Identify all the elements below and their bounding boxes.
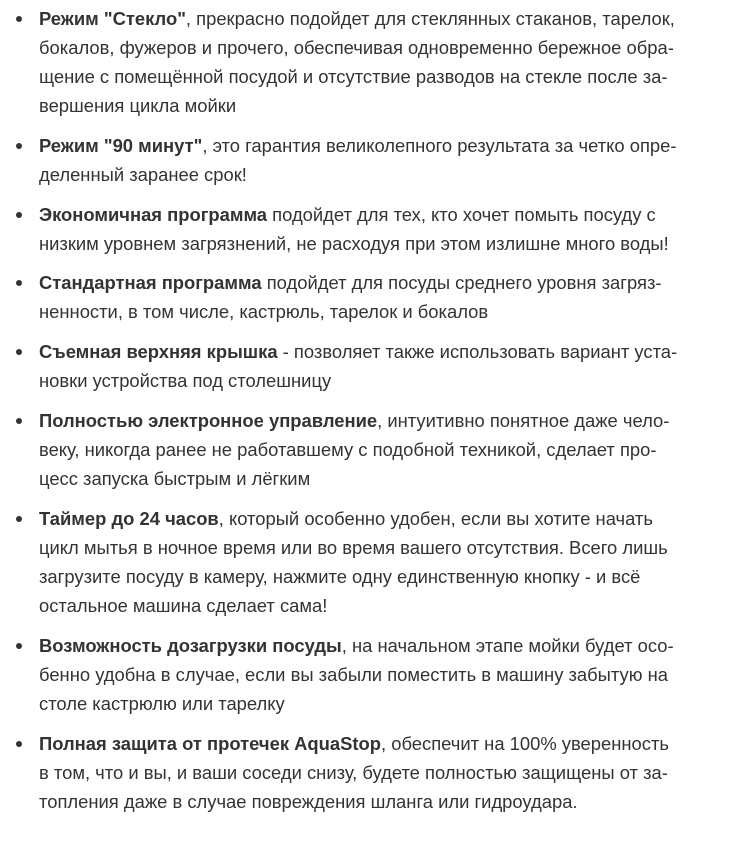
feature-title: Режим "Стекло" xyxy=(39,8,186,29)
feature-title: Экономичная программа xyxy=(39,204,268,225)
feature-line xyxy=(39,631,674,660)
feature-line xyxy=(39,406,669,435)
feature-text: низким уровнем загрязнений, не расходуя при этом излишне много воды! xyxy=(39,233,669,254)
feature-line xyxy=(39,160,247,189)
bullet-dot xyxy=(16,143,22,149)
feature-title: Съемная верхняя крышка xyxy=(39,341,278,362)
feature-line xyxy=(39,787,578,816)
feature-line xyxy=(39,200,656,229)
feature-text: новки устройства под столешницу xyxy=(39,370,332,391)
feature-text: топления даже в случае повреждения шланга или гидроудара. xyxy=(39,791,578,812)
feature-text: щение с помещённой посудой и отсутствие разводов на стекле после за- xyxy=(39,66,668,87)
bullet-dot xyxy=(16,418,22,424)
feature-title: Таймер до 24 часов xyxy=(39,508,219,529)
feature-line xyxy=(39,464,310,493)
bullet-dot xyxy=(16,349,22,355)
feature-title: Режим "90 минут" xyxy=(39,135,203,156)
feature-text: - позволяет также использовать вариант уста- xyxy=(277,341,678,362)
feature-line xyxy=(39,91,236,120)
feature-line xyxy=(39,562,640,591)
feature-line xyxy=(39,268,662,297)
feature-line xyxy=(39,131,677,160)
feature-line xyxy=(39,297,488,326)
feature-title: Возможность дозагрузки посуды xyxy=(39,635,342,656)
feature-line xyxy=(39,435,657,464)
feature-line xyxy=(39,504,653,533)
feature-line xyxy=(39,366,331,395)
feature-text: подойдет для посуды среднего уровня загряз- xyxy=(261,272,662,293)
feature-text: , который особенно удобен, если вы хотите начать xyxy=(218,508,653,529)
feature-text: бенно удобна в случае, если вы забыли поместить в машину забытую на xyxy=(39,664,669,685)
feature-text: в том, что и вы, и ваши соседи снизу, будете полностью защищены от за- xyxy=(39,762,668,783)
feature-text: веку, никогда ранее не работавшему с подобной техникой, сделает про- xyxy=(39,439,657,460)
feature-title: Стандартная программа xyxy=(39,272,262,293)
feature-text: столе кастрюлю или тарелку xyxy=(39,693,285,714)
feature-text: подойдет для тех, кто хочет помыть посуду с xyxy=(267,204,656,225)
feature-line xyxy=(39,729,669,758)
feature-title: Полностью электронное управление xyxy=(39,410,378,431)
bullet-dot xyxy=(16,212,22,218)
feature-text: цикл мытья в ночное время или во время вашего отсутствия. Всего лишь xyxy=(39,537,668,558)
feature-title: Полная защита от протечек AquaStop xyxy=(39,733,381,754)
feature-text: , это гарантия великолепного результата за четко опре- xyxy=(202,135,677,156)
feature-text: бокалов, фужеров и прочего, обеспечивая одновременно бережное обра- xyxy=(39,37,674,58)
feature-text: вершения цикла мойки xyxy=(39,95,237,116)
bullet-dot xyxy=(16,516,22,522)
feature-line xyxy=(39,591,327,620)
feature-line xyxy=(39,689,285,718)
feature-line xyxy=(39,758,668,787)
feature-line xyxy=(39,33,674,62)
feature-line xyxy=(39,229,669,258)
feature-text: , обеспечит на 100% уверенность xyxy=(381,733,669,754)
feature-text: , прекрасно подойдет для стеклянных стаканов, тарелок, xyxy=(185,8,675,29)
feature-text: , на начальном этапе мойки будет осо- xyxy=(341,635,674,656)
bullet-dot xyxy=(16,741,22,747)
bullet-dot xyxy=(16,16,22,22)
feature-text: ненности, в том числе, кастрюль, тарелок и бокалов xyxy=(39,301,489,322)
feature-line xyxy=(39,337,677,366)
feature-line xyxy=(39,62,668,91)
feature-text: , интуитивно понятное даже чело- xyxy=(377,410,670,431)
feature-text: загрузите посуду в камеру, нажмите одну единственную кнопку - и всё xyxy=(39,566,641,587)
feature-text: остальное машина сделает сама! xyxy=(39,595,328,616)
feature-text: деленный заранее срок! xyxy=(39,164,247,185)
feature-line xyxy=(39,533,668,562)
feature-text: цесс запуска быстрым и лёгким xyxy=(39,468,311,489)
bullet-dot xyxy=(16,643,22,649)
bullet-dot xyxy=(16,280,22,286)
feature-line xyxy=(39,4,675,33)
feature-line xyxy=(39,660,668,689)
